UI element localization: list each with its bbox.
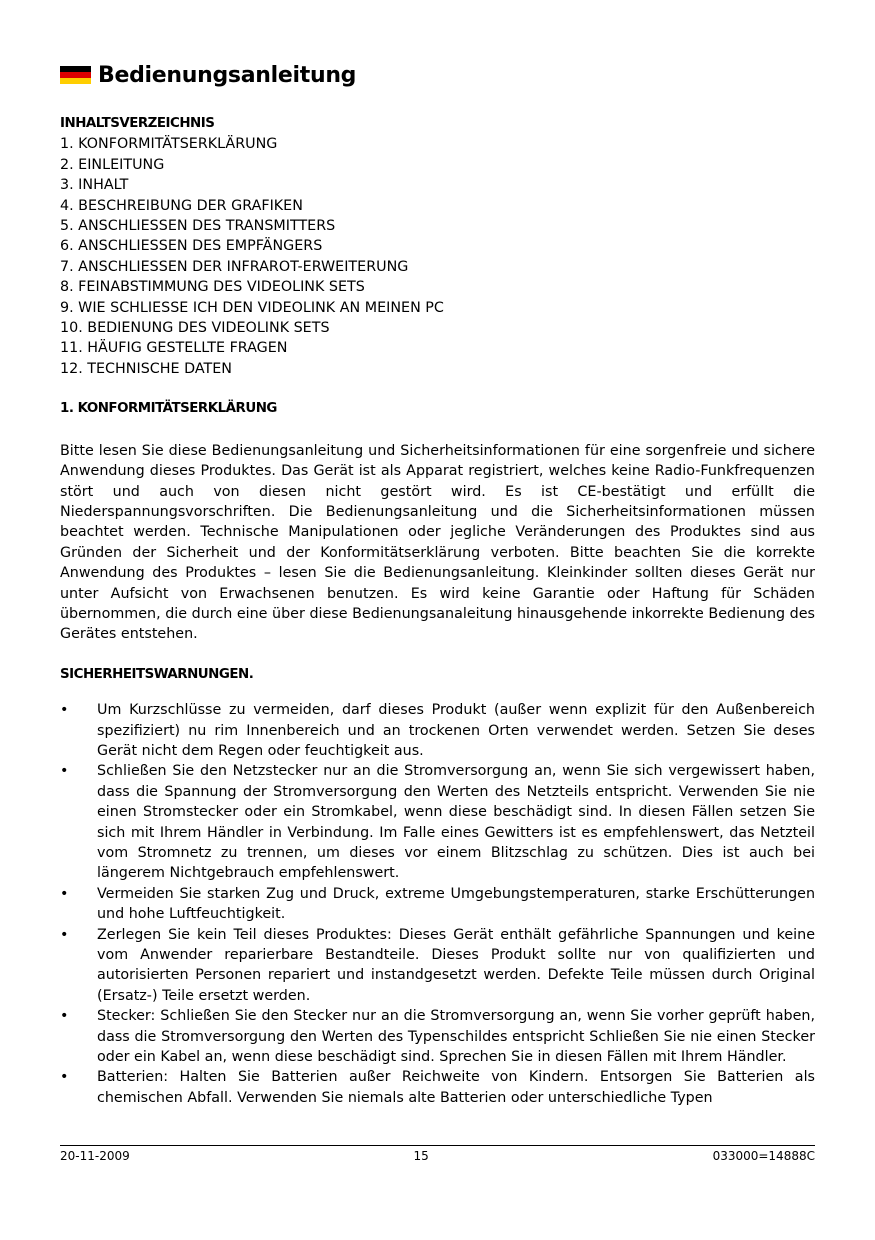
warning-item bbox=[60, 700, 815, 761]
warning-item bbox=[60, 761, 815, 883]
bullet-icon: • bbox=[60, 885, 69, 902]
warning-item bbox=[60, 1067, 815, 1108]
toc-item: 1. KONFORMITÄTSERKLÄRUNG bbox=[60, 136, 278, 153]
toc-item: 12. TECHNISCHE DATEN bbox=[60, 360, 232, 377]
bullet-icon: • bbox=[60, 702, 69, 719]
toc-heading: INHALTSVERZEICHNIS bbox=[60, 116, 215, 131]
warning-text: Zerlegen Sie kein Teil dieses Produktes: Dieses Gerät enthält gefährliche Spannungen und keine vom Anwender reparierbare Bestandteile. Dieses Produkt sollte nur von qualifizierten und autorisierten Personen repariert und instandgesetzt werden. Defekte Teile müssen durch Original (Ersatz-) Teile ersetzt werden. bbox=[97, 926, 815, 1004]
table-of-contents bbox=[60, 114, 815, 379]
toc-list bbox=[60, 134, 815, 379]
document-page bbox=[60, 58, 815, 1108]
warning-text: Um Kurzschlüsse zu vermeiden, darf dieses Produkt (außer wenn explizit für den Außenbereich spezifiziert) nu rim Innenbereich und an trockenen Orten verwendet werden. Setzen Sie deses Gerät nicht dem Regen oder feuchtigkeit aus. bbox=[97, 702, 815, 759]
toc-item: 9. WIE SCHLIESSE ICH DEN VIDEOLINK AN MEINEN PC bbox=[60, 299, 444, 316]
toc-item: 2. EINLEITUNG bbox=[60, 156, 165, 173]
toc-item: 5. ANSCHLIESSEN DES TRANSMITTERS bbox=[60, 218, 336, 235]
warning-item bbox=[60, 925, 815, 1007]
german-flag-icon bbox=[60, 66, 91, 85]
warning-text: Vermeiden Sie starken Zug und Druck, extreme Umgebungstemperaturen, starke Erschütterungen und hohe Luftfeuchtigkeit. bbox=[97, 885, 815, 923]
footer-doc-code: 033000=14888C bbox=[712, 1149, 815, 1163]
toc-item: 4. BESCHREIBUNG DER GRAFIKEN bbox=[60, 197, 303, 214]
toc-item: 8. FEINABSTIMMUNG DES VIDEOLINK SETS bbox=[60, 279, 365, 296]
safety-warnings-heading: SICHERHEITSWARNUNGEN. bbox=[60, 666, 254, 682]
section-1-heading: 1. KONFORMITÄTSERKLÄRUNG bbox=[60, 401, 277, 417]
footer-page-number: 15 bbox=[413, 1149, 429, 1163]
page-title: Bedienungsanleitung bbox=[98, 62, 357, 88]
warning-item bbox=[60, 1006, 815, 1067]
toc-item: 7. ANSCHLIESSEN DER INFRAROT-ERWEITERUNG bbox=[60, 258, 409, 275]
flag-stripe-gold bbox=[60, 78, 91, 84]
bullet-icon: • bbox=[60, 1069, 69, 1086]
title-row bbox=[60, 58, 815, 92]
warning-text: Stecker: Schließen Sie den Stecker nur an die Stromversorgung an, wenn Sie vorher geprüft haben, dass die Stromversorgung den Werten des Typenschildes entspricht Schließen Sie nie einen Stecker oder ein Kabel an, wenn diese beschädigt sind. Sprechen Sie in diesen Fällen mit Ihrem Händler. bbox=[97, 1008, 815, 1066]
footer-date: 20-11-2009 bbox=[60, 1149, 130, 1163]
warning-text: Schließen Sie den Netzstecker nur an die Stromversorgung an, wenn Sie sich vergewissert haben, dass die Spannung der Stromversorgung den Werten des Netzteils entspricht. Verwenden Sie nie einen Stromstecker oder ein Stromkabel, wenn diese beschädigt sind. In diesen Fällen setzen Sie sich mit Ihrem Händler in Verbindung. Im Falle eines Gewitters ist es empfehlenswert, das Netzteil vom Stromnetz zu trennen, um dieses vor einem Blitzschlag zu schützen. Dies ist auch bei längerem Nichtgebrauch empfehlenswert. bbox=[97, 763, 815, 882]
bullet-icon: • bbox=[60, 1008, 69, 1025]
warning-item bbox=[60, 884, 815, 925]
page-footer bbox=[60, 1149, 815, 1163]
toc-item: 11. HÄUFIG GESTELLTE FRAGEN bbox=[60, 340, 288, 357]
safety-warnings-list bbox=[60, 700, 815, 1108]
toc-item: 3. INHALT bbox=[60, 177, 129, 194]
section-1-paragraph: Bitte lesen Sie diese Bedienungsanleitung und Sicherheitsinformationen für eine sorgenfreie und sichere Anwendung dieses Produktes. Das Gerät ist als Apparat registriert, welches keine Radio-Funkfrequenzen stört und auch von diesen nicht gestört wird. Es ist CE-bestätigt und erfüllt die Niederspannungsvorschriften. Die Bedienungsanleitung und die Sicherheitsinformationen müssen beachtet werden. Technische Manipulationen oder jegliche Veränderungen des Produktes sind aus Gründen der Sicherheit und der Konformitätserklärung verboten. Bitte beachten Sie die korrekte Anwendung des Produktes – lesen Sie die Bedienungsanleitung. Kleinkinder sollten dieses Gerät nur unter Aufsicht von Erwachsenen benutzen. Es wird keine Garantie oder Haftung für Schäden übernommen, die durch eine über diese Bedienungsanaleitung hinausgehende inkorrekte Bedienung des Gerätes entstehen. bbox=[60, 442, 815, 643]
bullet-icon: • bbox=[60, 926, 69, 943]
bullet-icon: • bbox=[60, 763, 69, 780]
toc-item: 10. BEDIENUNG DES VIDEOLINK SETS bbox=[60, 320, 330, 337]
toc-item: 6. ANSCHLIESSEN DES EMPFÄNGERS bbox=[60, 238, 323, 255]
footer-divider bbox=[60, 1145, 815, 1146]
warning-text: Batterien: Halten Sie Batterien außer Reichweite von Kindern. Entsorgen Sie Batterien als chemischen Abfall. Verwenden Sie niemals alte Batterien oder unterschiedliche Typen bbox=[97, 1069, 815, 1106]
